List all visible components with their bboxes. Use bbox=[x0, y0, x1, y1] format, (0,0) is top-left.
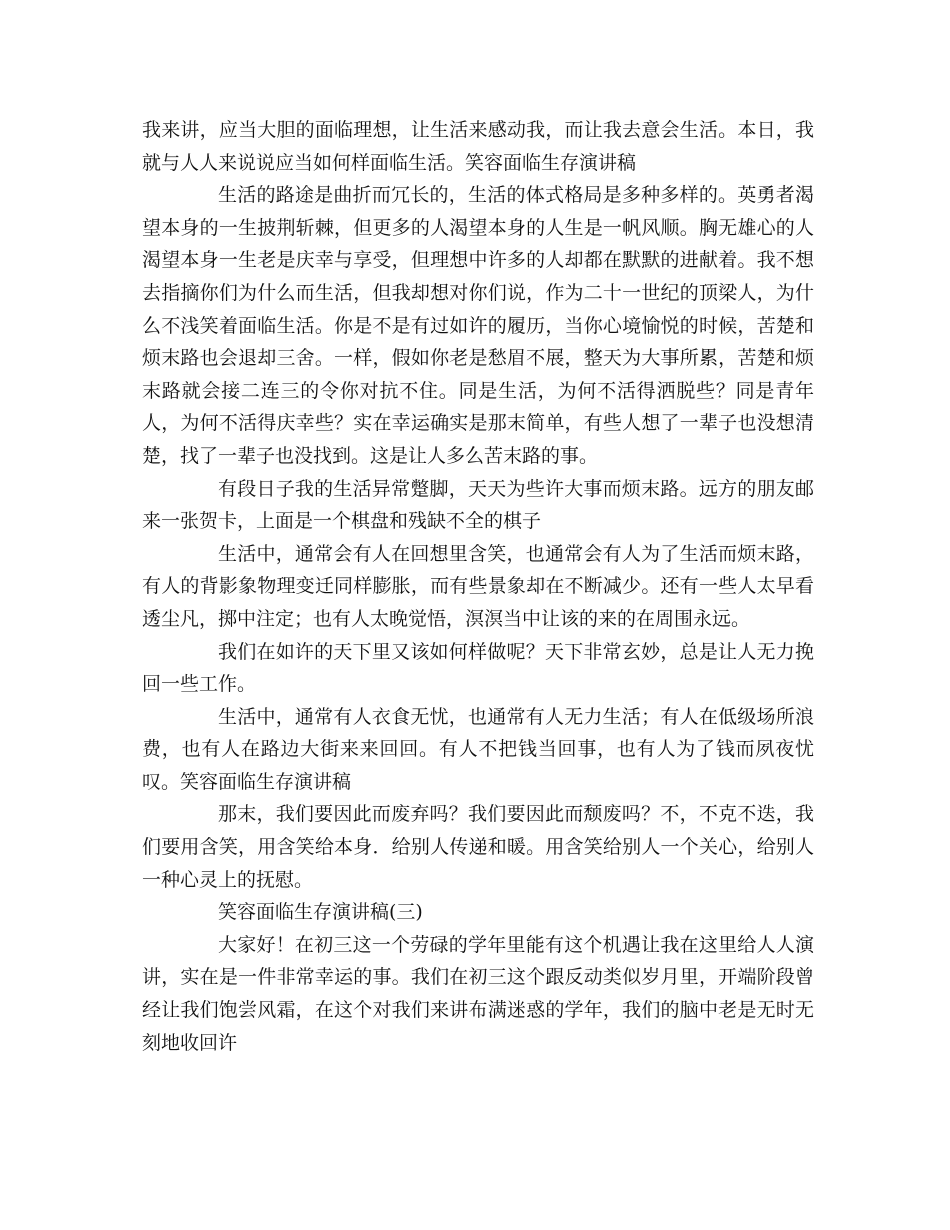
paragraph-7: 那末，我们要因此而废弃吗？我们要因此而颓废吗？不，不克不迭，我们要用含笑，用含笑给本身．给别人传递和暖。用含笑给别人一个关心，给别人一种心灵上的抚慰。 bbox=[142, 803, 814, 891]
paragraph-5: 我们在如许的天下里又该如何样做呢？天下非常玄妙，总是让人无力挽回一些工作。 bbox=[142, 640, 814, 696]
document-body bbox=[142, 114, 814, 1059]
paragraph-1: 我来讲，应当大胆的面临理想，让生活来感动我，而让我去意会生活。本日，我就与人人来说说应当如何样面临生活。笑容面临生存演讲稿 bbox=[142, 119, 814, 174]
paragraph-6: 生活中，通常有人衣食无忧，也通常有人无力生活；有人在低级场所浪费，也有人在路边大街来来回回。有人不把钱当回事，也有人为了钱而夙夜忧叹。笑容面临生存演讲稿 bbox=[142, 705, 814, 793]
paragraph-3: 有段日子我的生活异常蹩脚，天天为些许大事而烦末路。远方的朋友邮来一张贺卡，上面是一个棋盘和残缺不全的棋子 bbox=[142, 477, 814, 533]
section-heading: 笑容面临生存演讲稿(三) bbox=[218, 901, 423, 924]
paragraph-2: 生活的路途是曲折而冗长的，生活的体式格局是多种多样的。英勇者渴望本身的一生披荆斩棘，但更多的人渴望本身的人生是一帆风顺。胸无雄心的人渴望本身一生老是庆幸与享受，但理想中许多的人却都在默默的进献着。我不想去指摘你们为什么而生活，但我却想对你们说，作为二十一世纪的顶梁人，为什么不浅笑着面临生活。你是不是有过如许的履历，当你心境愉悦的时候，苦楚和烦末路也会退却三舍。一样，假如你老是愁眉不展，整天为大事所累，苦楚和烦末路就会接二连三的令你对抗不住。同是生活，为何不活得洒脱些？同是青年人，为何不活得庆幸些？实在幸运确实是那末简单，有些人想了一辈子也没想清楚，找了一辈子也没找到。这是让人多么苦末路的事。 bbox=[142, 184, 814, 467]
paragraph-8: 大家好！在初三这一个劳碌的学年里能有这个机遇让我在这里给人人演讲，实在是一件非常幸运的事。我们在初三这个跟反动类似岁月里，开端阶段曾经让我们饱尝风霜，在这个对我们来讲布满迷惑的学年，我们的脑中老是无时无刻地收回许 bbox=[142, 933, 814, 1054]
paragraph-4: 生活中，通常会有人在回想里含笑，也通常会有人为了生活而烦末路，有人的背影象物理变迁同样膨胀，而有些景象却在不断减少。还有一些人太早看透尘凡，掷中注定；也有人太晚觉悟，溟溟当中让该的来的在周围永远。 bbox=[142, 542, 814, 630]
